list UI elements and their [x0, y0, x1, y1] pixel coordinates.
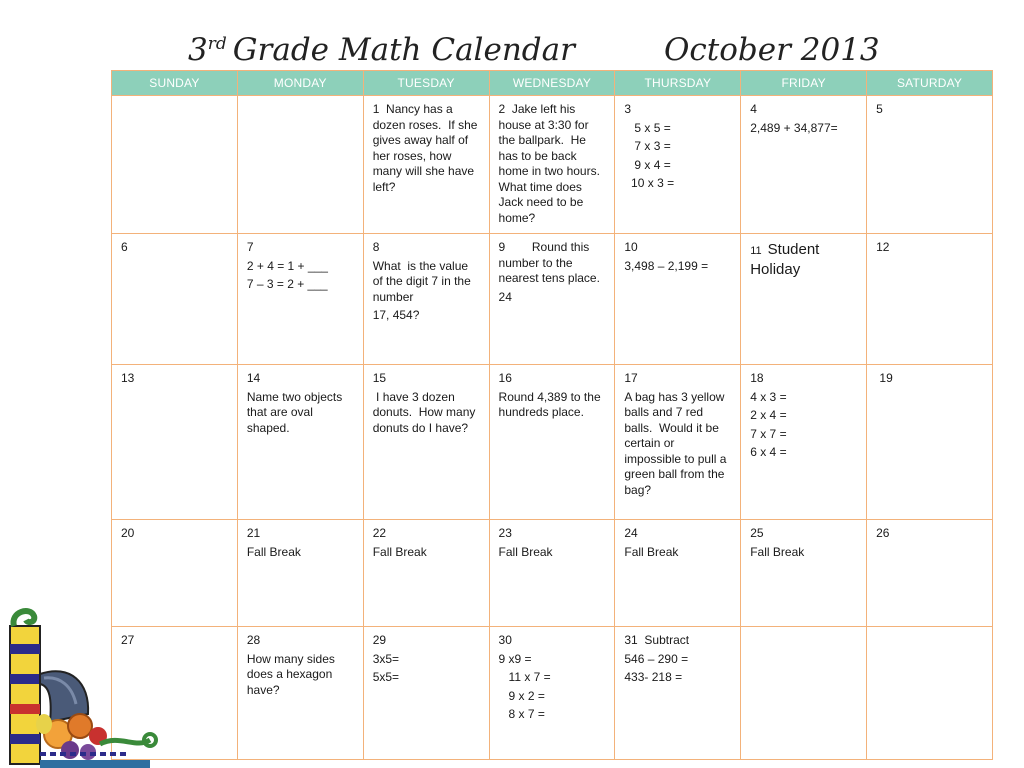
day-number-text: 17: [624, 371, 638, 385]
page-title: 3rd Grade Math Calendar: [188, 32, 575, 68]
month-title: October 2013: [664, 32, 880, 68]
calendar-day-cell: [615, 627, 741, 760]
day-number-text: 4: [750, 102, 757, 116]
day-number-text: 1 Nancy has a dozen roses. If she gives away half of her roses, how many will she have left?: [372, 102, 481, 194]
calendar-day-cell: [363, 627, 489, 760]
calendar-day-cell: [867, 365, 993, 520]
cornucopia-illustration: [0, 604, 160, 768]
calendar-day-cell: [867, 234, 993, 365]
day-number-text: 18: [750, 371, 764, 385]
calendar-day-cell: [237, 234, 363, 365]
day-content-text: 6 x 4 =: [750, 445, 787, 459]
day-number-text: 31 Subtract: [624, 633, 690, 647]
calendar-day-cell: [489, 627, 615, 760]
calendar-day-cell: [615, 96, 741, 234]
weekday-header: FRIDAY: [741, 71, 867, 96]
day-content-text: Fall Break: [246, 544, 301, 559]
calendar-day-cell: [741, 627, 867, 760]
calendar-day-cell: [615, 520, 741, 627]
day-content-text: 5 x 5 =: [624, 120, 671, 135]
day-number-text: 30: [498, 633, 512, 647]
day-number-text: 8: [372, 240, 380, 254]
calendar-day-cell: [237, 96, 363, 234]
day-content-text: Fall Break: [372, 544, 427, 559]
calendar-day-cell: [112, 365, 238, 520]
day-content-text: 2 + 4 = 1 + ___: [246, 258, 328, 273]
day-content-text: 2,489 + 34,877=: [750, 120, 838, 135]
calendar-week-row: [112, 520, 993, 627]
day-content-text: 5x5=: [372, 670, 400, 684]
day-content-text: 7 – 3 = 2 + ___: [246, 277, 328, 291]
day-content-text: 9 x 4 =: [624, 157, 671, 172]
day-number-text: 22: [372, 526, 387, 540]
weekday-header: SATURDAY: [867, 71, 993, 96]
calendar-day-cell: [237, 365, 363, 520]
calendar-day-cell: [237, 627, 363, 760]
day-content-text: Name two objects that are oval shaped.: [246, 389, 346, 435]
day-number-text: 13: [121, 371, 135, 385]
weekday-header: WEDNESDAY: [489, 71, 615, 96]
day-content-text: Round 4,389 to the hundreds place.: [498, 389, 604, 419]
calendar-day-cell: [489, 234, 615, 365]
calendar-day-cell: [363, 96, 489, 234]
day-number-text: 23: [498, 526, 512, 540]
calendar-day-cell: [112, 96, 238, 234]
day-content-text: 24: [498, 289, 512, 304]
calendar-header: [0, 26, 1024, 70]
day-content-text: 3x5=: [372, 651, 400, 666]
day-content-text: Fall Break: [750, 544, 805, 559]
day-number-text: 2 Jake left his house at 3:30 for the ballpark. He has to be back home in two hours. What time does Jack need to be home?: [498, 102, 607, 225]
day-content-text: 4 x 3 =: [750, 389, 787, 404]
day-number-text: 16: [498, 371, 512, 385]
day-number-text: 20: [121, 526, 135, 540]
day-number-text: 25: [750, 526, 764, 540]
calendar-week-row: [112, 627, 993, 760]
day-number-text: 29: [372, 633, 387, 647]
day-number-text: 24: [624, 526, 638, 540]
day-content-text: 10 x 3 =: [624, 176, 675, 190]
day-content-text: 3,498 – 2,199 =: [624, 258, 709, 273]
calendar-day-cell: [363, 234, 489, 365]
calendar-day-cell: [867, 627, 993, 760]
day-content-text: I have 3 dozen donuts. How many donuts do I have?: [372, 389, 479, 435]
day-content-text: 17, 454?: [372, 308, 420, 322]
weekday-header-row: [112, 71, 993, 96]
calendar-week-row: [112, 96, 993, 234]
calendar-day-cell: [489, 520, 615, 627]
day-content-text: 8 x 7 =: [498, 707, 545, 721]
calendar-week-row: [112, 234, 993, 365]
calendar-day-cell: [489, 365, 615, 520]
day-content-text: 9 x9 =: [498, 651, 532, 666]
day-number-text: 28: [246, 633, 261, 647]
day-content-text: 11 x 7 =: [498, 670, 551, 684]
day-number-text: 19: [876, 371, 893, 385]
day-number-text: 6: [121, 240, 128, 254]
calendar-day-cell: [615, 234, 741, 365]
calendar-day-cell: [867, 96, 993, 234]
calendar-day-cell: [489, 96, 615, 234]
weekday-header: TUESDAY: [363, 71, 489, 96]
weekday-header: MONDAY: [237, 71, 363, 96]
calendar-day-cell: [363, 365, 489, 520]
day-content-text: How many sides does a hexagon have?: [246, 651, 339, 697]
day-number-text: 15: [372, 371, 387, 385]
calendar-grid: [111, 70, 993, 760]
day-content-text: What is the value of the digit 7 in the number: [372, 258, 475, 304]
day-number-text: 5: [876, 102, 883, 116]
day-content-text: A bag has 3 yellow balls and 7 red balls. Would it be certain or impossible to pull a green ball from the bag?: [624, 389, 730, 497]
day-number-text: 11: [750, 245, 762, 257]
calendar-day-cell: [741, 96, 867, 234]
day-number-text: 9 Round this number to the nearest tens place.: [498, 240, 600, 285]
day-number-text: 27: [121, 633, 135, 647]
day-content-text: 9 x 2 =: [498, 688, 545, 703]
calendar-day-cell: [237, 520, 363, 627]
day-content-text: Fall Break: [498, 544, 553, 559]
day-content-text: Fall Break: [624, 544, 679, 559]
day-content-text: 2 x 4 =: [750, 408, 787, 422]
calendar-day-cell: [741, 365, 867, 520]
day-number-text: 7: [246, 240, 254, 254]
calendar-day-cell: [615, 365, 741, 520]
weekday-header: THURSDAY: [615, 71, 741, 96]
day-number-text: 12: [876, 240, 890, 254]
day-number-text: 14: [246, 371, 261, 385]
day-content-text: 7 x 7 =: [750, 426, 787, 441]
day-content-text: Student Holiday: [750, 241, 824, 278]
calendar-day-cell: [867, 520, 993, 627]
calendar-day-cell: [741, 234, 867, 365]
calendar-day-cell: [363, 520, 489, 627]
calendar-day-cell: [112, 234, 238, 365]
day-content-text: 433- 218 =: [624, 670, 683, 684]
weekday-header: SUNDAY: [112, 71, 238, 96]
day-number-text: 3: [624, 102, 632, 116]
calendar-day-cell: [741, 520, 867, 627]
day-number-text: 26: [876, 526, 890, 540]
day-number-text: 21: [246, 526, 261, 540]
day-content-text: 546 – 290 =: [624, 651, 689, 666]
calendar-week-row: [112, 365, 993, 520]
day-content-text: 7 x 3 =: [624, 139, 671, 153]
day-number-text: 10: [624, 240, 638, 254]
